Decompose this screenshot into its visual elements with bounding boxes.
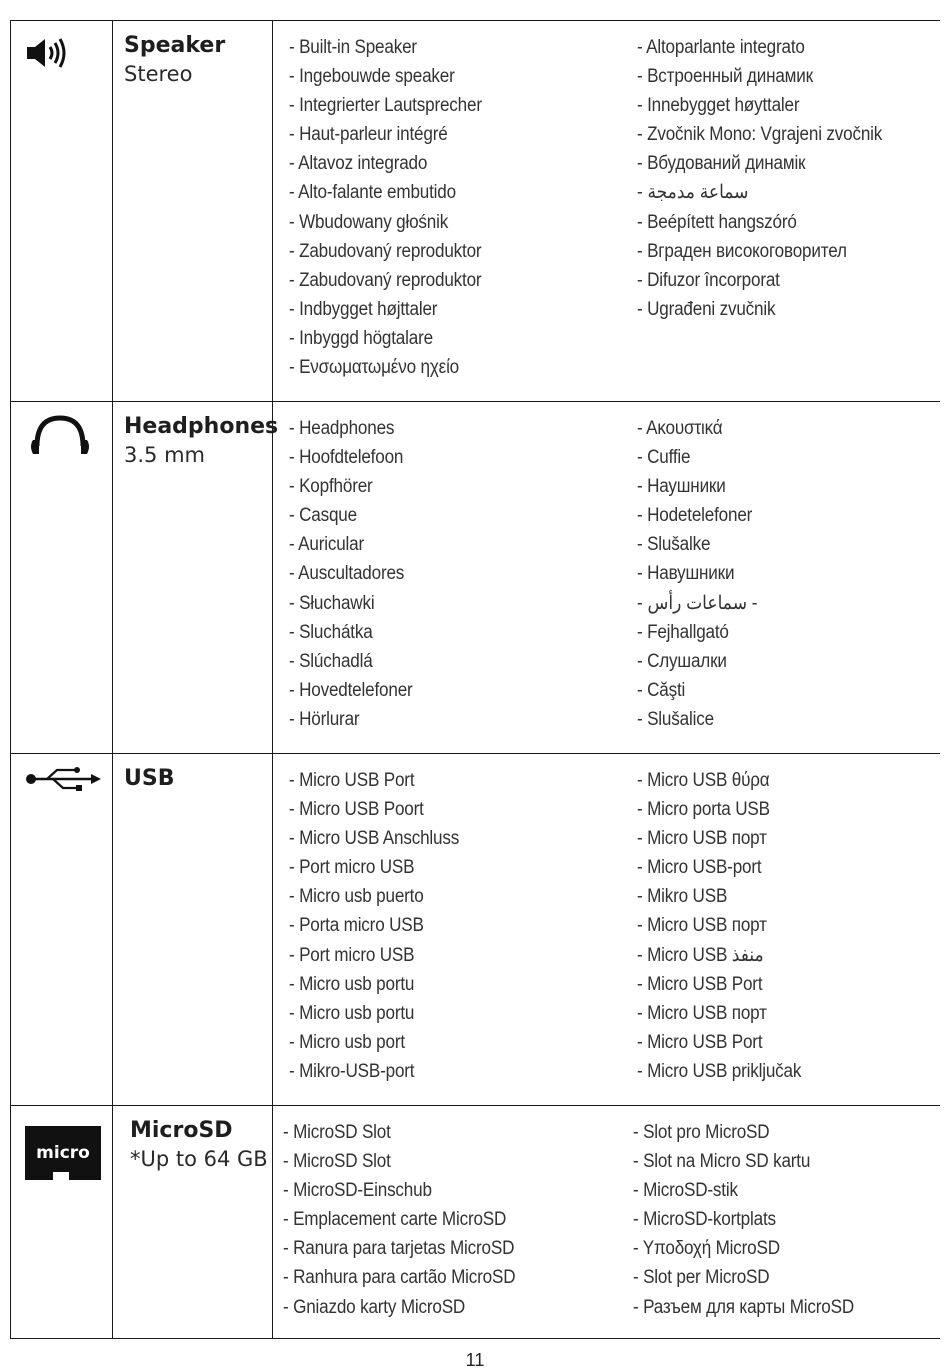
- list-item: - Υποδοχή MicroSD: [633, 1238, 780, 1260]
- headphones-row: [11, 401, 940, 753]
- list-item: - سماعة مدمجة: [637, 182, 749, 204]
- usb-row: [11, 753, 940, 1105]
- list-item: - Micro usb portu: [289, 973, 415, 995]
- speaker-row: [11, 21, 940, 401]
- list-item: - Micro usb portu: [289, 1002, 415, 1024]
- section-title: USB: [124, 766, 175, 791]
- list-item: - Kopfhörer: [289, 476, 373, 498]
- section-subtitle: *Up to 64 GB: [130, 1147, 268, 1171]
- translations-right-column: [637, 414, 940, 753]
- list-item: - Zvočnik Mono: Vgrajeni zvočnik: [637, 124, 883, 146]
- list-item: - Auscultadores: [289, 563, 405, 585]
- section-title: Speaker: [124, 33, 226, 58]
- translations-left-column: [289, 414, 637, 753]
- list-item: - MicroSD-Einschub: [283, 1180, 432, 1202]
- label-cell: [113, 1106, 273, 1338]
- list-item: - Haut-parleur intégré: [289, 124, 448, 146]
- list-item: - Hodetelefoner: [637, 505, 753, 527]
- translations-cell: [273, 21, 940, 401]
- list-item: - MicroSD-stik: [633, 1180, 738, 1202]
- list-item: - Emplacement carte MicroSD: [283, 1209, 507, 1231]
- translations-left-column: [283, 1118, 633, 1338]
- translations-cell: [273, 754, 940, 1105]
- list-item: - Micro usb port: [289, 1031, 405, 1053]
- list-item: - Вбудований динамік: [637, 153, 806, 175]
- list-item: - Micro USB θύρα: [637, 770, 770, 791]
- list-item: - Inbyggd högtalare: [289, 327, 433, 349]
- list-item: - Micro USB порт: [637, 1002, 767, 1024]
- headphones-icon: [29, 414, 91, 463]
- list-item: - Micro USB Port: [637, 1031, 763, 1053]
- list-item: - Headphones: [289, 418, 395, 439]
- list-item: - Слушалки: [637, 650, 727, 672]
- list-item: - Ranura para tarjetas MicroSD: [283, 1238, 515, 1260]
- translations-left-column: [289, 33, 637, 401]
- list-item: - Разъем для карты MicroSD: [633, 1296, 854, 1318]
- list-item: - Casque: [289, 505, 357, 527]
- icon-cell: [11, 402, 113, 753]
- label-cell: [113, 754, 273, 1105]
- list-item: - Hovedtelefoner: [289, 679, 413, 701]
- list-item: - Встроенный динамик: [637, 66, 813, 88]
- list-item: - Slušalice: [637, 708, 714, 730]
- list-item: - Micro USB منفذ: [637, 944, 764, 966]
- list-item: - Micro USB Port: [637, 973, 763, 995]
- icon-cell: [11, 1106, 113, 1338]
- list-item: - Altoparlante integrato: [637, 37, 805, 58]
- list-item: - Вграден високоговорител: [637, 240, 847, 262]
- list-item: - Cuffie: [637, 447, 691, 469]
- list-item: - Ακουστικά: [637, 418, 723, 439]
- section-subtitle: Stereo: [124, 62, 193, 86]
- list-item: - Beépített hangszóró: [637, 211, 797, 233]
- list-item: - Căşti: [637, 679, 686, 701]
- list-item: - Słuchawki: [289, 592, 375, 614]
- list-item: - Micro USB priključak: [637, 1060, 802, 1082]
- microsd-logo-text: micro: [36, 1143, 90, 1163]
- list-item: - Slušalke: [637, 534, 711, 556]
- usb-icon: [25, 766, 101, 797]
- list-item: - Mikro USB: [637, 886, 728, 908]
- list-item: - Auricular: [289, 534, 364, 556]
- list-item: - MicroSD Slot: [283, 1151, 391, 1173]
- list-item: - Ugrađeni zvučnik: [637, 298, 776, 320]
- list-item: - سماعات رأس -: [637, 592, 758, 614]
- microsd-card-icon: [23, 1124, 103, 1187]
- list-item: - Altavoz integrado: [289, 153, 428, 175]
- list-item: - Zabudovaný reproduktor: [289, 269, 482, 291]
- list-item: - Навушники: [637, 563, 735, 585]
- icon-cell: [11, 21, 113, 401]
- list-item: - Slot pro MicroSD: [633, 1122, 770, 1143]
- list-item: - Ενσωματωμένο ηχείο: [289, 357, 460, 379]
- list-item: - Zabudovaný reproduktor: [289, 240, 482, 262]
- list-item: - Micro porta USB: [637, 799, 770, 821]
- list-item: - Gniazdo karty MicroSD: [283, 1296, 466, 1318]
- translations-right-column: [637, 766, 940, 1105]
- list-item: - Ranhura para cartão MicroSD: [283, 1267, 516, 1289]
- list-item: - Slúchadlá: [289, 650, 373, 672]
- list-item: - Hörlurar: [289, 708, 360, 730]
- list-item: - Wbudowany głośnik: [289, 211, 449, 233]
- list-item: - Ingebouwde speaker: [289, 66, 455, 88]
- list-item: - Port micro USB: [289, 857, 415, 879]
- label-cell: [113, 402, 279, 753]
- page-number: 11: [465, 1350, 485, 1370]
- list-item: - Fejhallgató: [637, 621, 729, 643]
- connectivity-table: [10, 20, 940, 1339]
- section-subtitle: 3.5 mm: [124, 443, 205, 467]
- speaker-icon: [25, 37, 69, 74]
- translations-left-column: [289, 766, 637, 1105]
- list-item: - Mikro-USB-port: [289, 1060, 415, 1082]
- list-item: - Micro USB порт: [637, 828, 767, 850]
- list-item: - Slot na Micro SD kartu: [633, 1151, 811, 1173]
- list-item: - MicroSD-kortplats: [633, 1209, 776, 1231]
- list-item: - Micro usb puerto: [289, 886, 424, 908]
- section-title: MicroSD: [130, 1118, 233, 1143]
- list-item: - Micro USB Port: [289, 770, 415, 791]
- translations-right-column: [633, 1118, 940, 1338]
- list-item: - Difuzor încorporat: [637, 269, 780, 291]
- list-item: - Slot per MicroSD: [633, 1267, 770, 1289]
- list-item: - Hoofdtelefoon: [289, 447, 404, 469]
- list-item: - Micro USB Poort: [289, 799, 424, 821]
- microsd-row: [11, 1105, 940, 1338]
- list-item: - Micro USB порт: [637, 915, 767, 937]
- list-item: - Built-in Speaker: [289, 37, 417, 58]
- list-item: - Sluchátka: [289, 621, 373, 643]
- list-item: - Indbygget højttaler: [289, 298, 438, 320]
- list-item: - Porta micro USB: [289, 915, 424, 937]
- list-item: - Micro USB Anschluss: [289, 828, 460, 850]
- translations-cell: [273, 402, 940, 753]
- translations-cell: [273, 1106, 940, 1338]
- section-title: Headphones: [124, 414, 279, 439]
- list-item: - MicroSD Slot: [283, 1122, 391, 1143]
- list-item: - Port micro USB: [289, 944, 415, 966]
- list-item: - Alto-falante embutido: [289, 182, 456, 204]
- list-item: - Integrierter Lautsprecher: [289, 95, 482, 117]
- list-item: - Наушники: [637, 476, 726, 498]
- list-item: - Micro USB-port: [637, 857, 762, 879]
- translations-right-column: [637, 33, 940, 401]
- icon-cell: [11, 754, 113, 1105]
- label-cell: [113, 21, 273, 401]
- list-item: - Innebygget høyttaler: [637, 95, 800, 117]
